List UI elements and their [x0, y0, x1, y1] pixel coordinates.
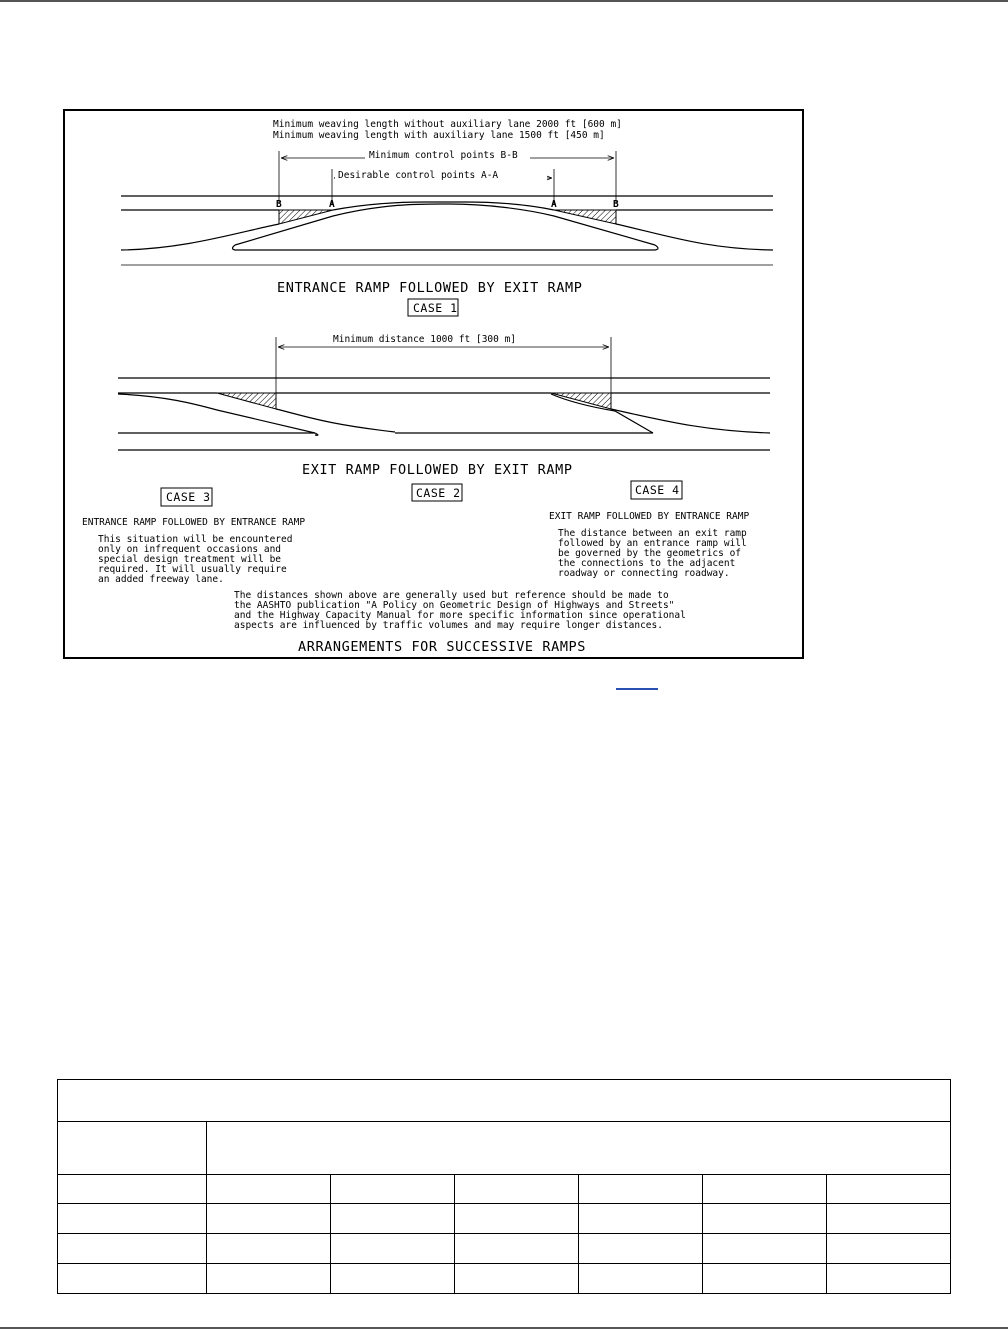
table-cell: [579, 1234, 703, 1264]
case1-title: ENTRANCE RAMP FOLLOWED BY EXIT RAMP: [277, 280, 583, 296]
table-cell: [827, 1204, 951, 1234]
case1-left-gore-hatch: [279, 210, 333, 224]
case3-text-line-1: This situation will be encountered: [98, 534, 293, 545]
note-line-2: the AASHTO publication "A Policy on Geometric Design of Highways and Streets": [234, 600, 675, 611]
table-cell: [579, 1175, 703, 1204]
case2-title: EXIT RAMP FOLLOWED BY EXIT RAMP: [302, 462, 573, 478]
page-bottom-rule: [0, 1327, 1008, 1329]
case3-text-line-3: special design treatment will be: [98, 554, 282, 565]
case1-entrance-ramp-outer: [121, 224, 279, 250]
table-row: [58, 1204, 951, 1234]
table-cell: [207, 1204, 331, 1234]
table-cell: [207, 1234, 331, 1264]
table-row: [58, 1175, 951, 1204]
case3-label: CASE 3: [166, 490, 211, 504]
table-cell: [58, 1264, 207, 1294]
table-cell: [58, 1234, 207, 1264]
table-cell: [703, 1234, 827, 1264]
case4-text-line-2: followed by an entrance ramp will: [558, 538, 747, 549]
table-header-cell: [58, 1122, 207, 1175]
point-a-left: A: [329, 199, 335, 210]
ramp-diagram: [65, 111, 806, 661]
min-control-points-label: Minimum control points B-B: [369, 150, 518, 161]
table-title-row: [58, 1080, 951, 1122]
case4-title: EXIT RAMP FOLLOWED BY ENTRANCE RAMP: [549, 511, 750, 522]
case2-label: CASE 2: [416, 486, 461, 500]
table-header-row: [58, 1122, 951, 1175]
table-cell: [827, 1175, 951, 1204]
case2-exit2-outer: [611, 409, 770, 433]
figure-reference-link[interactable]: [616, 688, 658, 690]
table-cell: [331, 1175, 455, 1204]
weaving-length-text-2: Minimum weaving length with auxiliary lane 1500 ft [450 m]: [273, 130, 605, 141]
note-line-1: The distances shown above are generally used but reference should be made to: [234, 590, 669, 601]
case4-text-line-5: roadway or connecting roadway.: [558, 568, 730, 579]
table-title-cell: [58, 1080, 951, 1122]
case1-exit-ramp-outer: [616, 224, 773, 250]
case4-text-line-1: The distance between an exit ramp: [558, 528, 747, 539]
table-cell: [455, 1175, 579, 1204]
table-cell: [827, 1264, 951, 1294]
table-cell: [455, 1204, 579, 1234]
case2-gore-hatch-1: [217, 393, 276, 409]
table-cell: [58, 1175, 207, 1204]
point-b-right: B: [613, 199, 619, 210]
table-cell: [331, 1204, 455, 1234]
desirable-control-points-label: Desirable control points A-A: [338, 170, 499, 181]
figure-main-title: ARRANGEMENTS FOR SUCCESSIVE RAMPS: [298, 639, 587, 655]
table-cell: [207, 1175, 331, 1204]
table-cell: [703, 1204, 827, 1234]
note-line-4: aspects are influenced by traffic volumes and may require longer distances.: [234, 620, 663, 631]
table-cell: [331, 1264, 455, 1294]
table-cell: [579, 1264, 703, 1294]
table-cell: [455, 1234, 579, 1264]
page-top-rule: [0, 0, 1008, 2]
case4-label: CASE 4: [635, 483, 680, 497]
case3-text-line-5: an added freeway lane.: [98, 574, 224, 585]
table-row: [58, 1264, 951, 1294]
case4-text-line-3: be governed by the geometrics of: [558, 548, 742, 559]
weaving-length-text-1: Minimum weaving length without auxiliary lane 2000 ft [600 m]: [273, 119, 622, 130]
case1-ramp-base: [233, 245, 659, 250]
table-cell: [207, 1264, 331, 1294]
point-b-left: B: [276, 199, 282, 210]
table-cell: [455, 1264, 579, 1294]
case3-text-line-4: required. It will usually require: [98, 564, 287, 575]
table-cell: [331, 1234, 455, 1264]
note-line-3: and the Highway Capacity Manual for more specific information since operational: [234, 610, 686, 621]
min-distance-label: Minimum distance 1000 ft [300 m]: [333, 334, 517, 345]
ramp-arrangements-figure: [63, 109, 804, 659]
case2-exit1-nose: [315, 433, 318, 435]
table-header-span-cell: [207, 1122, 951, 1175]
table-cell: [703, 1175, 827, 1204]
case3-text-line-2: only on infrequent occasions and: [98, 544, 282, 555]
data-table: [57, 1079, 951, 1294]
case1-right-gore-hatch: [554, 210, 616, 224]
table-cell: [703, 1264, 827, 1294]
case4-text-line-4: the connections to the adjacent: [558, 558, 736, 569]
case2-exit1-inner: [118, 394, 315, 433]
table-cell: [58, 1204, 207, 1234]
point-a-right: A: [551, 199, 557, 210]
case3-title: ENTRANCE RAMP FOLLOWED BY ENTRANCE RAMP: [82, 517, 306, 528]
table-cell: [827, 1234, 951, 1264]
case1-label: CASE 1: [413, 301, 458, 315]
table-cell: [579, 1204, 703, 1234]
case2-gore-hatch-2: [551, 393, 611, 409]
table-row: [58, 1234, 951, 1264]
